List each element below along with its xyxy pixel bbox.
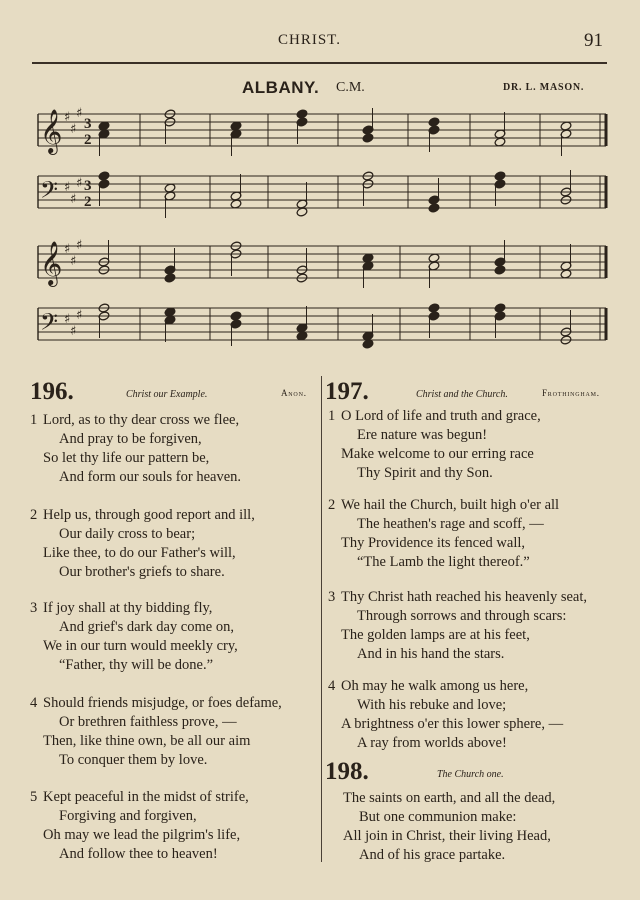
time-signature: 3 — [84, 178, 92, 194]
time-signature: 2 — [84, 132, 92, 148]
sharp-icon: ♯ — [76, 106, 83, 121]
hymn-line: And form our souls for heaven. — [59, 469, 242, 485]
note-head — [98, 171, 110, 181]
bass-clef-icon: 𝄢 — [40, 176, 59, 209]
hymn-line: But one communion make: — [359, 809, 517, 825]
time-signature: 2 — [84, 194, 92, 210]
hymn-line: With his rebuke and love; — [357, 697, 507, 713]
hymn-line: Through sorrows and through scars: — [357, 608, 567, 624]
hymn-line: The golden lamps are at his feet, — [341, 627, 530, 643]
note-head — [362, 133, 374, 143]
hymn-line: A ray from worlds above! — [357, 735, 507, 751]
hymn-line: “The Lamb the light thereof.” — [357, 554, 530, 570]
column-rule — [321, 376, 322, 862]
sharp-icon: ♯ — [64, 312, 71, 327]
note-head — [164, 273, 176, 283]
hymn-line: And grief's dark day come on, — [59, 619, 234, 635]
hymn-line: To conquer them by love. — [59, 752, 208, 768]
note-head — [494, 171, 506, 181]
time-signature: 3 — [84, 116, 92, 132]
stanza-number: 1 — [328, 408, 336, 424]
hymn-line: Make welcome to our erring race — [341, 446, 534, 462]
hymn-line: Thy Providence its fenced wall, — [341, 535, 526, 551]
sharp-icon: ♯ — [70, 192, 77, 207]
sharp-icon: ♯ — [70, 254, 77, 269]
hymn-line: Forgiving and forgiven, — [59, 808, 197, 824]
hymn-number: 196. — [30, 378, 74, 405]
hymn-line: If joy shall at thy bidding fly, — [43, 600, 213, 616]
hymn-line: Our brother's griefs to share. — [59, 564, 225, 580]
stanza-number: 5 — [30, 789, 38, 805]
hymn-line: So let thy life our pattern be, — [43, 450, 210, 466]
hymn-line: Like thee, to do our Father's will, — [43, 545, 236, 561]
note-head — [494, 265, 506, 275]
sharp-icon: ♯ — [64, 110, 71, 125]
page-header — [0, 0, 640, 60]
hymn-line: And pray to be forgiven, — [59, 431, 202, 447]
note-head — [428, 303, 440, 313]
hymn-line: Then, like thine own, be all our aim — [43, 733, 251, 749]
hymn-subtitle: Christ our Example. — [126, 389, 208, 400]
note-head — [428, 117, 440, 127]
sharp-icon: ♯ — [70, 324, 77, 339]
hymn-line: A brightness o'er this lower sphere, — — [341, 716, 564, 732]
treble-clef-icon: 𝄞 — [40, 241, 63, 285]
hymn-line: And in his hand the stars. — [357, 646, 505, 662]
hymn-line: We hail the Church, built high o'er all — [341, 497, 560, 513]
hymn-line: And of his grace partake. — [359, 847, 506, 863]
sharp-icon: ♯ — [70, 122, 77, 137]
sharp-icon: ♯ — [64, 242, 71, 257]
hymn-line: Oh may he walk among us here, — [341, 678, 529, 694]
hymn-line: All join in Christ, their living Head, — [343, 828, 551, 844]
tune-composer: DR. L. MASON. — [503, 82, 585, 93]
stanza-number: 4 — [328, 678, 336, 694]
treble-clef-icon: 𝄞 — [40, 109, 63, 153]
hymn-line: Kept peaceful in the midst of strife, — [43, 789, 249, 805]
note-head — [428, 203, 440, 213]
page-number: 91 — [584, 30, 603, 51]
note-head — [494, 303, 506, 313]
hymn-line: Thy Christ hath reached his heavenly seat, — [341, 589, 588, 605]
sharp-icon: ♯ — [76, 176, 83, 191]
stanza-number: 4 — [30, 695, 38, 711]
hymn-author: Anon. — [281, 388, 307, 398]
hymn-line: Thy Spirit and thy Son. — [357, 465, 493, 481]
hymn-line: Oh may we lead the pilgrim's life, — [43, 827, 241, 843]
sharp-icon: ♯ — [64, 180, 71, 195]
hymn-number: 197. — [325, 378, 369, 405]
stanza-number: 2 — [328, 497, 336, 513]
bass-clef-icon: 𝄢 — [40, 308, 59, 341]
hymn-line: The saints on earth, and all the dead, — [343, 790, 556, 806]
hymn-line: Lord, as to thy dear cross we flee, — [43, 412, 240, 428]
hymn-line: Our daily cross to bear; — [59, 526, 196, 542]
note-head — [296, 109, 308, 119]
hymn-line: We in our turn would meekly cry, — [43, 638, 238, 654]
hymn-subtitle: Christ and the Church. — [416, 389, 508, 400]
hymn-line: O Lord of life and truth and grace, — [341, 408, 541, 424]
hymn-number: 198. — [325, 758, 369, 785]
hymn-line: And follow thee to heaven! — [59, 846, 218, 862]
sharp-icon: ♯ — [76, 238, 83, 253]
hymn-line: “Father, thy will be done.” — [59, 657, 214, 673]
sharp-icon: ♯ — [76, 308, 83, 323]
hymn-line: Ere nature was begun! — [357, 427, 488, 443]
header-rule — [32, 62, 607, 64]
music-score — [0, 96, 640, 358]
note-head — [230, 311, 242, 321]
stanza-number: 2 — [30, 507, 38, 523]
stanza-number: 3 — [328, 589, 336, 605]
hymn-line: Help us, through good report and ill, — [43, 507, 255, 523]
running-title: CHRIST. — [278, 32, 341, 48]
hymn-line: Or brethren faithless prove, — — [59, 714, 237, 730]
tune-title: ALBANY. — [242, 78, 320, 97]
hymn-line: Should friends misjudge, or foes defame, — [43, 695, 282, 711]
stanza-number: 3 — [30, 600, 38, 616]
stanza-number: 1 — [30, 412, 38, 428]
hymn-subtitle: The Church one. — [437, 769, 504, 780]
tune-meter: C.M. — [336, 80, 365, 95]
hymn-author: Frothingham. — [542, 388, 600, 398]
hymn-line: The heathen's rage and scoff, — — [357, 516, 544, 532]
